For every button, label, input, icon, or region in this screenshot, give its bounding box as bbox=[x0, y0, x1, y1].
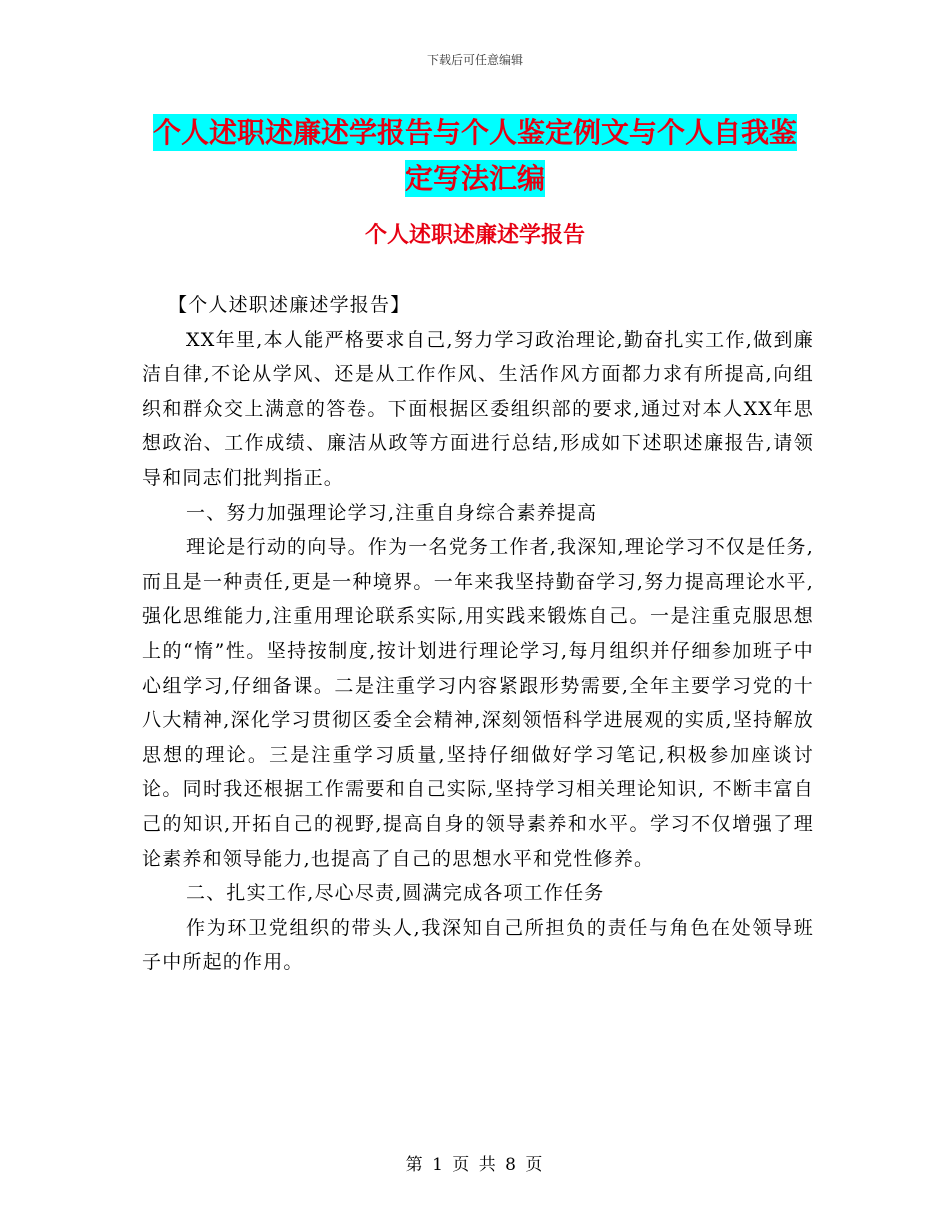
document-title bbox=[120, 110, 830, 202]
section-title: 个人述职述廉述学报告 bbox=[364, 223, 585, 248]
document-title-line-1: 个人述职述廉述学报告与个人鉴定例文与个人自我鉴 bbox=[152, 116, 797, 149]
page-number: 第 1 页 共 8 页 bbox=[405, 1155, 545, 1175]
paragraph-heading-1: 一、努力加强理论学习,注重自身综合素养提高 bbox=[186, 501, 598, 524]
paragraph-heading-2: 二、扎实工作,尽心尽责,圆满完成各项工作任务 bbox=[186, 882, 605, 905]
paragraph-work: 作为环卫党组织的带头人,我深知自己所担负的责任与角色在处领导班子中所起的作用。 bbox=[142, 916, 814, 974]
page-header-note: 下载后可任意编辑 bbox=[426, 53, 523, 67]
paragraph-theory: 理论是行动的向导。作为一名党务工作者,我深知,理论学习不仅是任务,而且是一种责任,更是一种境界。一年来我坚持勤奋学习,努力提高理论水平,强化思维能力,注重用理论联系实际,用实践来锻炼自己。一是注重克服思想上的“惰”性。坚持按制度,按计划进行理论学习,每月组织并仔细参加班子中心组学习,仔细备课。二是注重学习内容紧跟形势需要,全年主要学习党的十八大精神,深化学习贯彻区委全会精神,深刻领悟科学进展观的实质,坚持解放思想的理论。三是注重学习质量,坚持仔细做好学习笔记,积极参加座谈讨论。同时我还根据工作需要和自己实际,坚持学习相关理论知识, 不断丰富自己的知识,开拓自己的视野,提高自身的领导素养和水平。学习不仅增强了理论素养和领导能力,也提高了自己的思想水平和党性修养。 bbox=[142, 536, 814, 870]
document-body bbox=[142, 288, 814, 980]
document-title-line-2: 定写法汇编 bbox=[404, 162, 545, 195]
paragraph-bracket-heading: 【个人述职述廉述学报告】 bbox=[168, 294, 411, 316]
paragraph-intro: XX年里,本人能严格要求自己,努力学习政治理论,勤奋扎实工作,做到廉洁自律,不论从学风、还是从工作作风、生活作风方面都力求有所提高,向组织和群众交上满意的答卷。下面根据区委组织部的要求,通过对本人XX年思想政治、工作成绩、廉洁从政等方面进行总结,形成如下述职述廉报告,请领导和同志们批判指正。 bbox=[142, 328, 814, 489]
